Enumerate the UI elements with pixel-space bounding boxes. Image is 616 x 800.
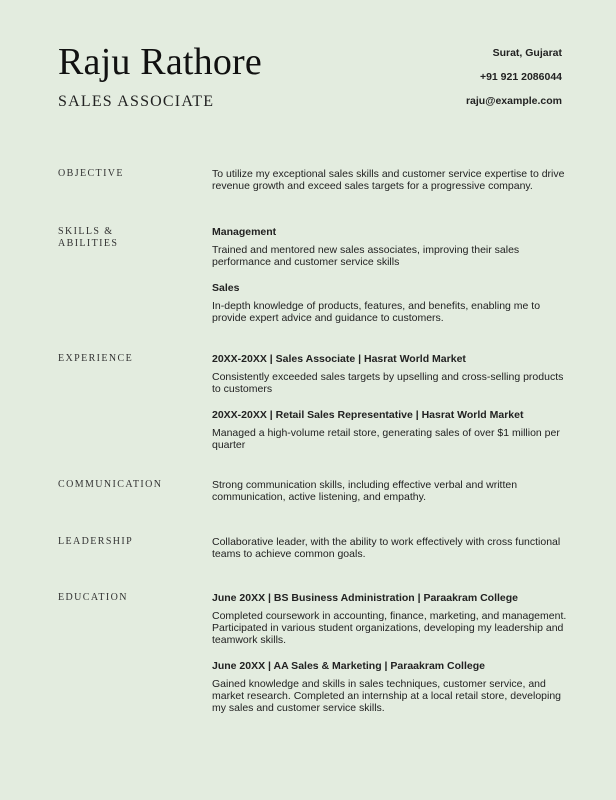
skill-entry <box>212 226 568 268</box>
entry-text: Consistently exceeded sales targets by upselling and cross-selling products to customers <box>212 371 564 395</box>
contact-email: raju@example.com <box>465 95 562 107</box>
experience-entry <box>212 353 568 395</box>
section-body <box>212 479 568 517</box>
entry-text: Gained knowledge and skills in sales techniques, customer service, and market research. Completed an internship at a local retail store, developing my sales and customer service skills. <box>212 678 562 714</box>
contact-location: Surat, Gujarat <box>492 47 562 59</box>
section-body <box>212 592 568 714</box>
section-body <box>212 353 568 451</box>
section-body <box>212 226 568 324</box>
communication-text: Strong communication skills, including effective verbal and written communication, active listening, and empathy. <box>212 479 518 503</box>
candidate-role: SALES ASSOCIATE <box>58 93 215 110</box>
section-body <box>212 536 568 574</box>
section-body <box>212 168 568 206</box>
entry-text: Managed a high-volume retail store, generating sales of over $1 million per quarter <box>212 427 560 451</box>
section-label: EDUCATION <box>58 592 128 603</box>
candidate-name: Raju Rathore <box>58 41 262 83</box>
entry-text: Completed coursework in accounting, finance, marketing, and management. Participated in various student organizations, developing my leadership and teamwork skills. <box>212 610 567 646</box>
entry-title: June 20XX | BS Business Administration | Paraakram College <box>212 592 519 604</box>
section-label: LEADERSHIP <box>58 536 134 547</box>
entry-text: Trained and mentored new sales associates, improving their sales performance and customer service skills <box>212 244 520 268</box>
entry-title: 20XX-20XX | Sales Associate | Hasrat World Market <box>212 353 466 365</box>
entry-text: In-depth knowledge of products, features, and benefits, enabling me to provide expert advice and guidance to customers. <box>212 300 541 324</box>
section-label: EXPERIENCE <box>58 353 134 364</box>
skill-entry <box>212 282 568 324</box>
section-label: OBJECTIVE <box>58 168 124 179</box>
entry-title: Management <box>212 226 277 238</box>
education-entry <box>212 592 568 646</box>
section-label: SKILLS & ABILITIES <box>58 226 119 249</box>
leadership-text: Collaborative leader, with the ability to work effectively with cross functional teams to achieve common goals. <box>212 536 561 560</box>
section-label: COMMUNICATION <box>58 479 163 490</box>
entry-title: 20XX-20XX | Retail Sales Representative | Hasrat World Market <box>212 409 524 421</box>
contact-block <box>466 47 562 119</box>
entry-title: June 20XX | AA Sales & Marketing | Paraakram College <box>212 660 485 672</box>
entry-title: Sales <box>212 282 240 294</box>
experience-entry <box>212 409 568 451</box>
education-entry <box>212 660 568 714</box>
contact-phone: +91 921 2086044 <box>479 71 562 83</box>
objective-text: To utilize my exceptional sales skills and customer service expertise to drive revenue growth and exceed sales targets for a progressive company. <box>212 168 565 192</box>
